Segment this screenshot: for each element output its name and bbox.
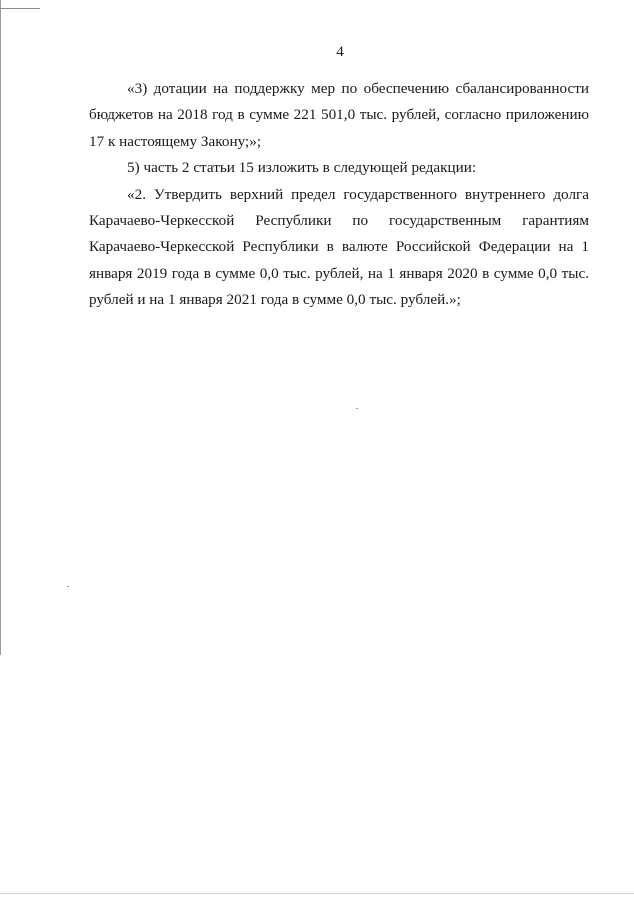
paragraph-debt-limit: «2. Утвердить верхний предел государственного внутреннего долга Карачаево-Черкесской Республики по государственным гарантиям Карачаево-Черкесской Республики в валюте Российской Федерации на 1 января 2019 года в сумме 0,0 тыс. рублей, на 1 января 2020 в сумме 0,0 тыс. рублей и на 1 января 2021 года в сумме 0,0 тыс. рублей.»; <box>89 185 589 309</box>
page-number: 4 <box>336 44 344 60</box>
scan-speck <box>67 586 69 587</box>
paragraph-amendment-article-15: 5) часть 2 статьи 15 изложить в следующей редакции: <box>127 159 477 177</box>
scan-speck <box>356 408 358 409</box>
scan-top-mark <box>0 8 40 9</box>
paragraph-subsidies: «3) дотации на поддержку мер по обеспечению сбалансированности бюджетов на 2018 год в сумме 221 501,0 тыс. рублей, согласно приложению 17 к настоящему Закону;»; <box>89 80 589 150</box>
scan-left-edge <box>0 0 1 655</box>
document-body <box>89 76 589 314</box>
scan-bottom-edge <box>0 893 634 894</box>
